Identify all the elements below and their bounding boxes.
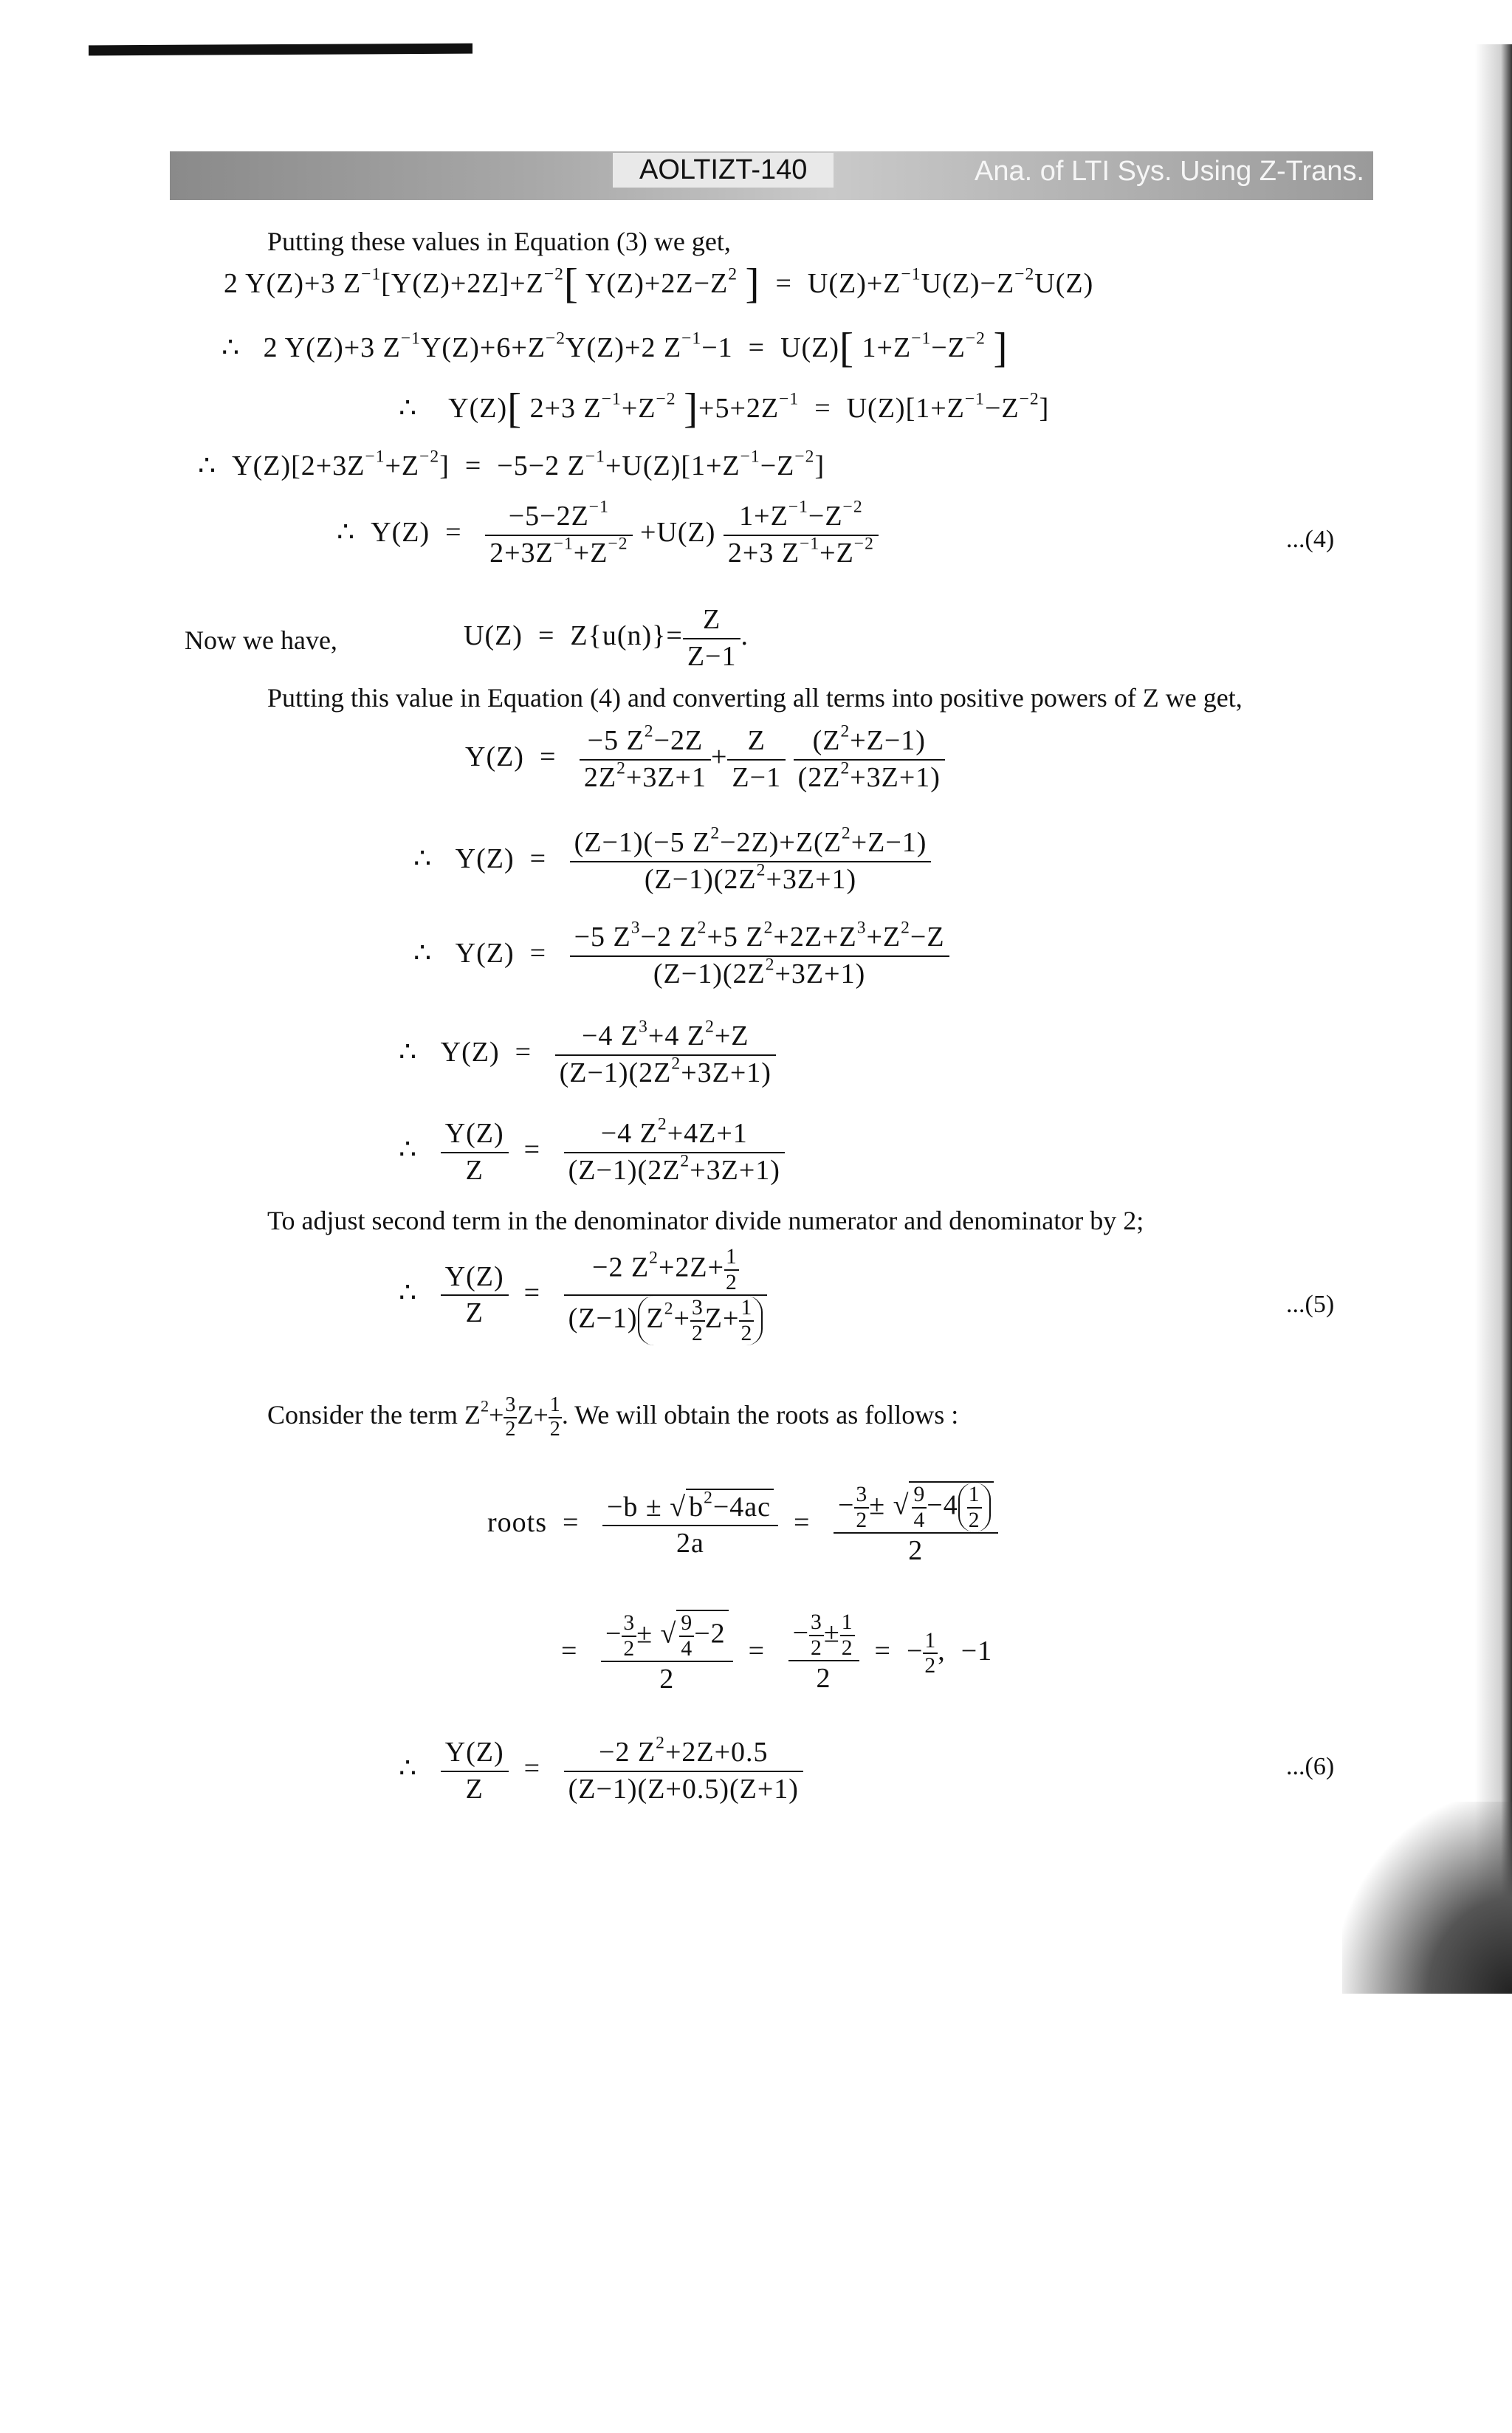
paragraph-4-lead: Consider the term (267, 1400, 458, 1430)
equation-ref-6: ...(6) (1286, 1753, 1335, 1780)
equation-ref-5: ...(5) (1286, 1291, 1335, 1318)
page-edge-shadow (1475, 44, 1512, 1979)
equation-ref-4: ...(4) (1286, 526, 1335, 553)
equation-yz-over-z-1: ∴ $\frac{Y(Z)}{Z}$ = $\frac{-4 Z^2+4Z+1}{(Z-1)(2Z^2+3Z+1)}$ (399, 1116, 785, 1188)
header-topic: Ana. of LTI Sys. Using Z-Trans. (975, 156, 1364, 187)
roots-label: roots (487, 1507, 547, 1539)
equation-yz-2: ∴ Y(Z) = $\frac{(Z-1)(-5 Z^2-2Z)+Z(Z^2+Z-1)}{(Z-1)(2Z^2+3Z+1)}$ (413, 826, 931, 897)
equation-5: ∴ $\frac{Y(Z)}{Z}$ = −2 $Z^2+2Z+$ $\frac{1}{2}$ (Z−1) $Z^2+$ $\frac{3}{2}$ Z+ $\frac{1}{2}$ (399, 1245, 767, 1345)
equation-roots-1: roots = $\frac{-b \pm √ b^2-4ac}{2a}$ = − $\frac{3}{2}$ ± √ $\frac{9}{4}$ −4 $\frac{1}{2}$ 2 (487, 1481, 998, 1569)
equation-4: ∴ Y(Z) = $\frac{-5-2Z^{-1}}{2+3Z^{-1}+Z^{-2}}$ +U(Z) $\frac{1+Z^{-1}-Z^{-2}}{2+3 Z^{-1}+Z^{-2}}$ (337, 499, 879, 571)
equation-line-1: 2 Y(Z)+3 $Z^{-1}[Y(Z)+2Z]+Z^{-2}$[ $Y(Z)+2Z-Z^2$ ] = $U(Z)+Z^{-1}U(Z)-Z^{-2}U(Z)$ (224, 260, 1094, 307)
equation-roots-2: = − $\frac{3}{2}$ ± √ $\frac{9}{4}$ −2 2 = − $\frac{3}{2}$ ± $\frac{1}{2}$ 2 = − $\frac{1}{2}$ , −1 (561, 1610, 993, 1695)
equation-6: ∴ $\frac{Y(Z)}{Z}$ = $\frac{-2 Z^2+2Z+0.5}{(Z-1)(Z+0.5)(Z+1)}$ (399, 1735, 803, 1807)
paragraph-4: Consider the term $Z^2+$ $\frac{3}{2}$ Z+ $\frac{1}{2}$ . We will obtain the roots as follows : (267, 1393, 959, 1441)
equation-line-4: ∴ $Y(Z)[2+3Z^{-1}+Z^{-2}] = -5-2$ $Z^{-1}+U(Z)[1+Z^{-1}-Z^{-2}]$ (198, 447, 825, 481)
paragraph-1: Putting these values in Equation (3) we get, (267, 227, 731, 256)
equation-yz-1: Y(Z) = $\frac{-5 Z^2-2Z}{2Z^2+3Z+1}$ + $\frac{Z}{Z-1}$ $\frac{(Z^2+Z-1)}{(2Z^2+3Z+1)}$ (465, 724, 945, 795)
equation-u-of-z: U(Z) = Z{u(n)}= $\frac{Z}{Z-1}$ . (464, 604, 749, 672)
top-rule (89, 44, 472, 56)
now-we-have-label: Now we have, (185, 625, 337, 655)
equation-line-3: ∴ Y(Z)[ 2+3 $Z^{-1}+Z^{-2}$ ]$+5+2Z^{-1} = U(Z)[1+Z^{-1}-Z^{-2}]$ (399, 385, 1050, 432)
running-header (170, 151, 1373, 200)
paragraph-2: Putting this value in Equation (4) and converting all terms into positive powers of Z we get, (267, 683, 1243, 713)
equation-yz-4: ∴ Y(Z) = $\frac{-4 Z^3+4 Z^2+Z}{(Z-1)(2Z^2+3Z+1)}$ (399, 1019, 776, 1091)
paragraph-3: To adjust second term in the denominator divide numerator and denominator by 2; (267, 1206, 1144, 1235)
paragraph-4-tail: We will obtain the roots as follows : (574, 1400, 959, 1430)
header-code: AOLTIZT-140 (613, 153, 834, 188)
page-corner-shadow (1342, 1802, 1512, 1994)
equation-line-2: ∴ 2 Y(Z)+3 $Z^{-1}Y(Z)+6+Z^{-2}Y(Z)+2$ $Z^{-1}-1 = U(Z)$[ $1+Z^{-1}-Z^{-2}$ ] (221, 324, 1008, 371)
equation-yz-3: ∴ Y(Z) = $\frac{-5 Z^3-2 Z^2+5 Z^2+2Z+Z^3+Z^2-Z}{(Z-1)(2Z^2+3Z+1)}$ (413, 920, 949, 992)
